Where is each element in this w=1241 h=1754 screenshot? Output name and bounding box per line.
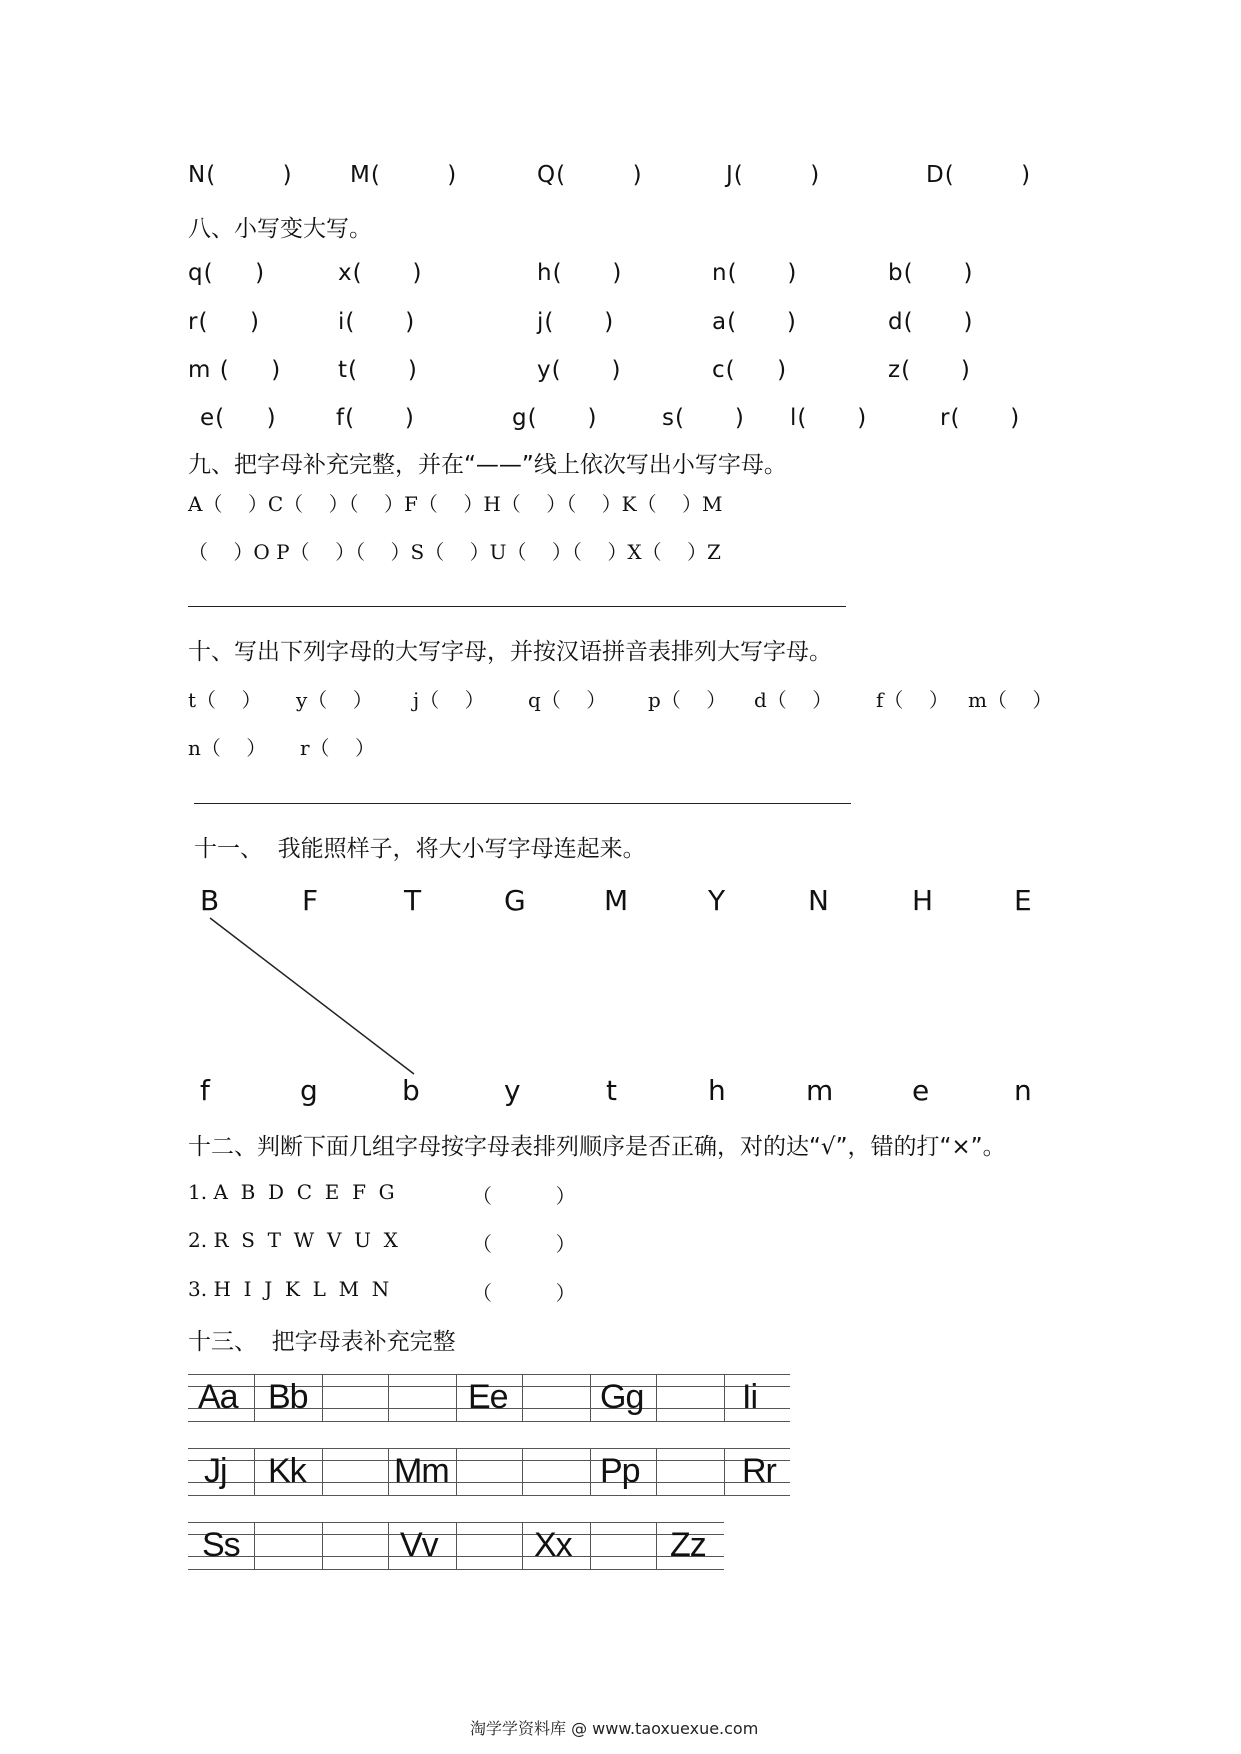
grid3-cell-0: Ss <box>202 1526 240 1564</box>
upper-letter-H[interactable]: H <box>912 884 934 917</box>
section-13-title: 十三、 把字母表补充完整 <box>188 1329 456 1355</box>
alphabet-grid-row-1 <box>188 1374 790 1422</box>
lower-letter-h[interactable]: h <box>708 1074 726 1107</box>
section-12-title: 十二、判断下面几组字母按字母表排列顺序是否正确，对的达“√”，错的打“×”。 <box>188 1134 1006 1160</box>
lower-letter-f[interactable]: f <box>200 1074 210 1107</box>
s10-l1-3: q（ ） <box>528 688 607 712</box>
s8-r3-c0: e( ) <box>200 405 277 431</box>
top-row-item-1: M( ) <box>350 162 458 188</box>
grid2-cell-7: Rr <box>742 1452 776 1490</box>
s8-r3-c3: s( ) <box>662 405 745 431</box>
alphabet-grid-row-2 <box>188 1448 790 1496</box>
s8-r0-c3: n( ) <box>712 260 798 286</box>
s10-l1-6: f（ ） <box>876 688 949 712</box>
section-9-line-2: （ ）O P（ ）（ ）S（ ）U（ ）（ ）X（ ）Z <box>188 540 721 564</box>
s8-r3-c2: g( ) <box>512 405 598 431</box>
upper-letter-B[interactable]: B <box>200 884 220 917</box>
s8-r0-c4: b( ) <box>888 260 974 286</box>
top-row-item-4: D( ) <box>926 162 1032 188</box>
upper-letter-M[interactable]: M <box>604 884 629 917</box>
s8-r1-c4: d( ) <box>888 309 974 335</box>
s8-r1-c1: i( ) <box>338 309 416 335</box>
upper-letter-G[interactable]: G <box>504 884 526 917</box>
alphabet-grid-row-3 <box>188 1522 724 1570</box>
upper-letter-T[interactable]: T <box>404 884 422 917</box>
s12-item-3-seq: 3. H I J K L M N <box>188 1277 390 1301</box>
s8-r3-c1: f( ) <box>336 405 415 431</box>
lower-letter-g[interactable]: g <box>300 1074 318 1107</box>
lower-letter-m[interactable]: m <box>806 1074 834 1107</box>
grid1-cell-5: Gg <box>600 1378 644 1416</box>
section-9-line-1: A（ ）C（ ）（ ）F（ ）H（ ）（ ）K（ ）M <box>188 492 723 516</box>
s12-item-2-paren[interactable]: （ ） <box>472 1232 576 1256</box>
footer-watermark: 淘学学资料库 @ www.taoxuexue.com <box>470 1719 759 1738</box>
top-row-item-0: N( ) <box>188 162 293 188</box>
s12-item-2-seq: 2. R S T W V U X <box>188 1228 398 1252</box>
s8-r0-c2: h( ) <box>537 260 623 286</box>
upper-letter-F[interactable]: F <box>302 884 319 917</box>
grid3-cell-7: Zz <box>670 1526 706 1564</box>
upper-letter-E[interactable]: E <box>1014 884 1032 917</box>
grid2-cell-5: Pp <box>600 1452 640 1490</box>
grid2-cell-0: Jj <box>204 1452 227 1490</box>
lower-letter-t[interactable]: t <box>606 1074 617 1107</box>
top-row-item-3: J( ) <box>726 162 821 188</box>
section-10-title: 十、写出下列字母的大写字母，并按汉语拼音表排列大写字母。 <box>188 639 832 665</box>
s8-r2-c1: t( ) <box>338 357 418 383</box>
s8-r2-c4: z( ) <box>888 357 971 383</box>
s8-r2-c3: c( ) <box>712 357 788 383</box>
s10-l2-0: n（ ） <box>188 736 267 760</box>
section-9-title: 九、把字母补充完整，并在“——”线上依次写出小写字母。 <box>188 452 787 478</box>
s10-l2-1: r（ ） <box>300 736 375 760</box>
s10-l1-0: t（ ） <box>188 688 262 712</box>
grid1-cell-0: Aa <box>198 1378 238 1416</box>
s8-r1-c0: r( ) <box>188 309 260 335</box>
lower-letter-n[interactable]: n <box>1014 1074 1032 1107</box>
grid1-cell-3: Ee <box>468 1378 508 1416</box>
s10-l1-7: m（ ） <box>968 688 1053 712</box>
upper-letter-Y[interactable]: Y <box>708 884 726 917</box>
grid2-cell-3: Mm <box>394 1452 449 1490</box>
grid1-cell-7: Ii <box>742 1378 757 1416</box>
s12-item-3-paren[interactable]: （ ） <box>472 1281 576 1305</box>
s10-l1-4: p（ ） <box>648 688 727 712</box>
lower-letter-b[interactable]: b <box>402 1074 420 1107</box>
s10-l1-1: y（ ） <box>296 688 373 712</box>
grid2-cell-1: Kk <box>268 1452 306 1490</box>
section-11-title: 十一、 我能照样子，将大小写字母连起来。 <box>194 836 646 862</box>
grid3-cell-3: Vv <box>400 1526 438 1564</box>
s8-r3-c5: r( ) <box>940 405 1021 431</box>
s8-r2-c0: m ( ) <box>188 357 282 383</box>
s8-r3-c4: l( ) <box>790 405 868 431</box>
s12-item-1-seq: 1. A B D C E F G <box>188 1180 395 1204</box>
lower-letter-e[interactable]: e <box>912 1074 930 1107</box>
s10-l1-2: j（ ） <box>413 688 485 712</box>
s8-r1-c2: j( ) <box>537 309 615 335</box>
s8-r0-c1: x( ) <box>338 260 423 286</box>
s8-r0-c0: q( ) <box>188 260 266 286</box>
section-8-title: 八、小写变大写。 <box>188 216 372 242</box>
lower-letter-y[interactable]: y <box>504 1074 521 1107</box>
upper-letter-N[interactable]: N <box>808 884 829 917</box>
s10-l1-5: d（ ） <box>754 688 833 712</box>
grid1-cell-1: Bb <box>268 1378 308 1416</box>
s12-item-1-paren[interactable]: （ ） <box>472 1184 576 1208</box>
top-row-item-2: Q( ) <box>537 162 643 188</box>
s8-r2-c2: y( ) <box>537 357 622 383</box>
grid3-cell-5: Xx <box>534 1526 572 1564</box>
s8-r1-c3: a( ) <box>712 309 797 335</box>
